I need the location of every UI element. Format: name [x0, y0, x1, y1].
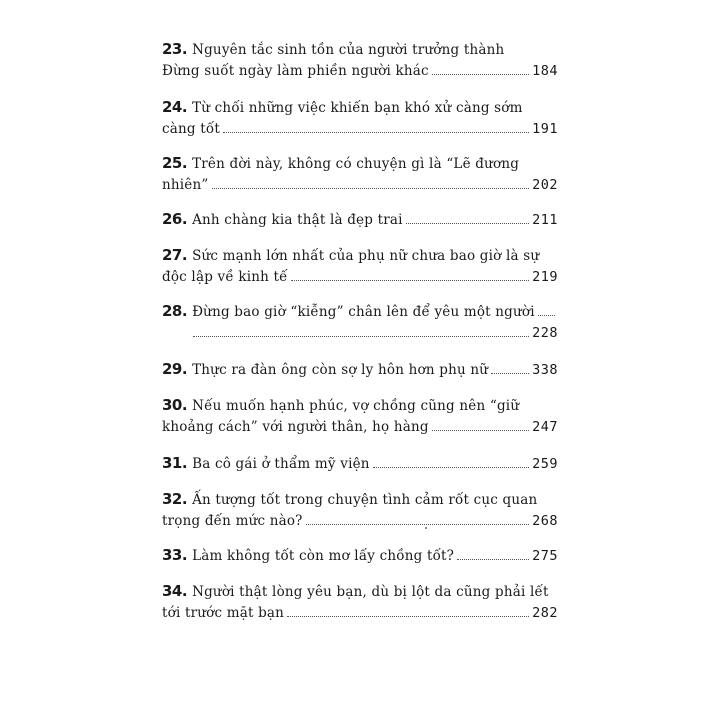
toc-entry-line [162, 416, 558, 438]
entry-page-number: 184 [532, 63, 558, 79]
toc-entry-line [162, 580, 558, 602]
dot-leader [457, 559, 529, 560]
entry-page-number: 219 [532, 269, 558, 285]
toc-entry-line [162, 602, 558, 624]
toc-entry-line [162, 452, 558, 474]
entry-title-continued: tới trước mặt bạn [162, 605, 285, 621]
entry-number: 31. [162, 454, 188, 472]
entry-number: 34. [162, 582, 188, 600]
entry-title: Sức mạnh lớn nhất của phụ nữ chưa bao giờ là sự [192, 248, 540, 264]
toc-entry-31[interactable] [162, 452, 558, 474]
toc-entry-line [162, 244, 558, 266]
toc-entry-34[interactable] [162, 580, 558, 624]
entry-number: 24. [162, 98, 188, 116]
toc-entry-23[interactable] [162, 38, 558, 82]
entry-title: Nếu muốn hạnh phúc, vợ chồng cũng nên “giữ [192, 398, 520, 414]
entry-page-number: 338 [532, 362, 558, 378]
toc-entry-line [162, 510, 558, 532]
toc-entry-line [162, 358, 558, 380]
toc-entry-26[interactable] [162, 208, 558, 230]
toc-entry-27[interactable] [162, 244, 558, 288]
entry-title: Đừng bao giờ “kiễng” chân lên để yêu một người [192, 304, 535, 320]
entry-title: Ba cô gái ở thẩm mỹ viện [192, 456, 370, 472]
dot-leader [287, 616, 529, 617]
toc-entry-line [162, 60, 558, 82]
dot-leader [306, 524, 529, 525]
toc-entry-line [162, 38, 558, 60]
toc-entry-line [162, 488, 558, 510]
toc-entry-line [162, 152, 558, 174]
entry-number: 23. [162, 40, 188, 58]
entry-number: 32. [162, 490, 188, 508]
dot-leader [432, 74, 529, 75]
entry-title-continued: nhiên” [162, 177, 209, 193]
entry-page-number: 211 [532, 212, 558, 228]
entry-title-continued: trọng đến mức nào? [162, 513, 303, 529]
entry-title-continued: Đừng suốt ngày làm phiền người khác [162, 63, 429, 79]
entry-page-number: 268 [532, 513, 558, 529]
dot-leader [406, 223, 529, 224]
entry-title: Từ chối những việc khiến bạn khó xử càng sớm [192, 100, 523, 116]
entry-number: 25. [162, 154, 188, 172]
dot-leader [291, 280, 529, 281]
entry-title: Nguyên tắc sinh tồn của người trưởng thành [192, 42, 505, 58]
entry-title: Thực ra đàn ông còn sợ ly hôn hơn phụ nữ [192, 362, 489, 378]
dot-leader [193, 336, 529, 337]
toc-entry-32[interactable] [162, 488, 558, 532]
entry-page-number: 259 [532, 456, 558, 472]
toc-entry-25[interactable] [162, 152, 558, 196]
toc-entry-line [162, 322, 558, 344]
entry-page-number: 247 [532, 419, 558, 435]
toc-entry-line [162, 300, 558, 322]
toc-entry-29[interactable] [162, 358, 558, 380]
entry-number: 29. [162, 360, 188, 378]
toc-entry-line [162, 118, 558, 140]
toc-entry-30[interactable] [162, 394, 558, 438]
entry-title: Anh chàng kia thật là đẹp trai [192, 212, 403, 228]
toc-entry-28[interactable] [162, 300, 558, 344]
dot-leader [373, 467, 529, 468]
entry-page-number: 202 [532, 177, 558, 193]
toc-entry-24[interactable] [162, 96, 558, 140]
entry-number: 33. [162, 546, 188, 564]
dot-leader [223, 132, 529, 133]
entry-title: Trên đời này, không có chuyện gì là “Lẽ đương [192, 156, 520, 172]
toc-entry-33[interactable] [162, 544, 558, 566]
dot-leader [212, 188, 530, 189]
entry-title: Người thật lòng yêu bạn, dù bị lột da cũng phải lết [192, 584, 549, 600]
toc-entry-line [162, 174, 558, 196]
entry-number: 27. [162, 246, 188, 264]
entry-number: 26. [162, 210, 188, 228]
dot-leader [491, 373, 529, 374]
entry-title: Làm không tốt còn mơ lấy chồng tốt? [192, 548, 455, 564]
toc-entry-line [162, 394, 558, 416]
entry-title-continued: độc lập về kinh tế [162, 269, 288, 285]
entry-page-number: 275 [532, 548, 558, 564]
entry-page-number: 228 [532, 325, 558, 341]
entry-page-number: 191 [532, 121, 558, 137]
entry-title: Ấn tượng tốt trong chuyện tình cảm rốt cục quan [192, 492, 538, 508]
print-speck [425, 527, 427, 529]
toc-entry-line [162, 544, 558, 566]
entry-title-continued: càng tốt [162, 121, 220, 137]
toc-entry-line [162, 96, 558, 118]
dot-leader [432, 430, 529, 431]
toc-entry-line [162, 208, 558, 230]
entry-number: 30. [162, 396, 188, 414]
dot-leader [538, 315, 555, 316]
entry-page-number: 282 [532, 605, 558, 621]
entry-number: 28. [162, 302, 188, 320]
entry-title-continued: khoảng cách” với người thân, họ hàng [162, 419, 429, 435]
toc-entry-line [162, 266, 558, 288]
